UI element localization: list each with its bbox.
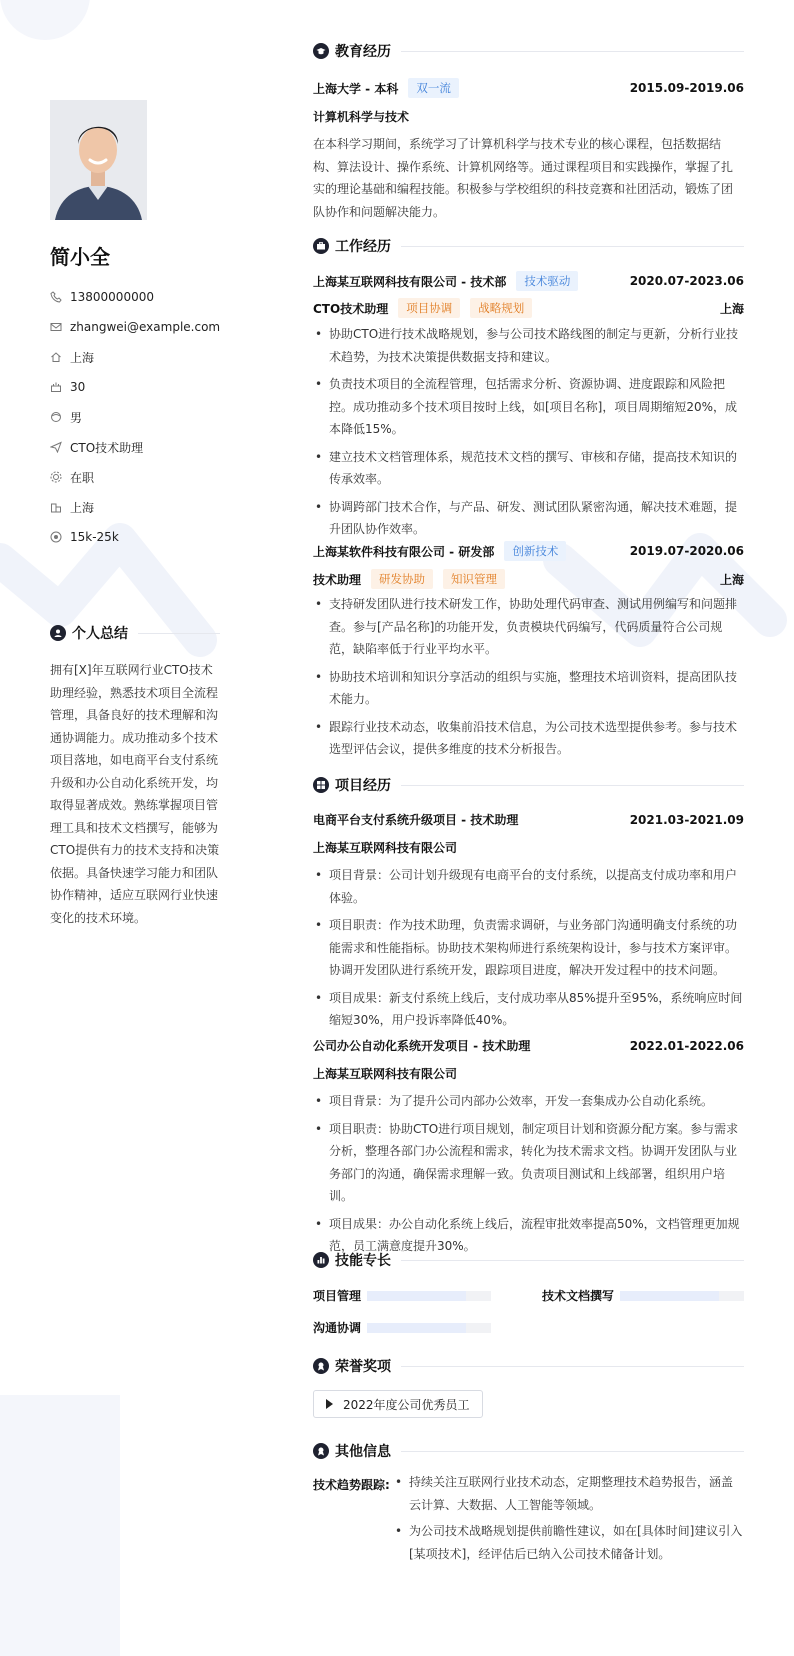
award-item	[313, 1390, 483, 1418]
project-header-row	[313, 811, 744, 828]
job-position: 技术助理	[313, 572, 362, 587]
skills-title: 技能专长	[335, 1253, 391, 1269]
list-item: • 协助技术培训和知识分享活动的组织与实施，整理技术培训资料，提高团队技术能力。	[313, 666, 744, 711]
job-position-row	[313, 569, 744, 589]
other-title: 其他信息	[335, 1444, 391, 1460]
skill-level-fill	[367, 1323, 466, 1333]
list-item: • 协调跨部门技术合作，与产品、研发、测试团队紧密沟通，解决技术难题，提升团队协作效率。	[313, 496, 744, 541]
location-text: 上海	[70, 350, 95, 365]
avatar-illustration	[50, 100, 147, 220]
honors-title: 荣誉奖项	[335, 1359, 391, 1375]
education-title: 教育经历	[335, 44, 391, 60]
education-major-row	[313, 108, 744, 125]
contact-info-list	[50, 282, 250, 552]
send-icon	[50, 441, 62, 453]
job-bullets	[313, 593, 744, 766]
divider	[401, 51, 744, 52]
summary-title: 个人总结	[72, 626, 128, 642]
info-age	[50, 372, 250, 402]
summary-text: 拥有[X]年互联网行业CTO技术助理经验，熟悉技术项目全流程管理，具备良好的技术理解和沟通协调能力。成功推动多个技术项目落地，如电商平台支付系统升级和办公自动化系统开发，均取得显著成效。熟练掌握项目管理工具和技术文档撰写，能够为CTO提供有力的技术支持和决策依据。具备快速学习能力和团队协作精神，适应互联网行业快速变化的技术环境。	[50, 663, 220, 925]
info-salary	[50, 522, 250, 552]
project-period: 2022.01-2022.06	[629, 1038, 744, 1053]
award-text: 2022年度公司优秀员工	[343, 1397, 470, 1412]
education-header-row	[313, 78, 744, 98]
grid-icon	[313, 777, 329, 793]
job-header-row	[313, 271, 744, 291]
list-item: • 项目背景：为了提升公司内部办公效率，开发一套集成办公自动化系统。	[313, 1090, 744, 1113]
skill-item	[313, 1319, 533, 1336]
email-icon	[50, 321, 62, 333]
honors-section-header	[313, 1356, 744, 1376]
project-company-row	[313, 1065, 744, 1082]
job-position: CTO技术助理	[313, 301, 389, 316]
job-city: 上海	[719, 301, 744, 316]
home-icon	[50, 351, 62, 363]
skill-name: 技术文档撰写	[542, 1289, 615, 1303]
info-icon	[313, 1443, 329, 1459]
award-icon	[313, 1358, 329, 1374]
user-icon	[50, 625, 66, 641]
email-text: zhangwei@example.com	[70, 320, 221, 334]
list-item: • 项目职责：作为技术助理，负责需求调研，与业务部门沟通明确支付系统的功能需求和性能指标。协助技术架构师进行系统架构设计，参与技术方案评审。协调开发团队进行系统开发，跟踪项目进度，解决开发过程中的技术问题。	[313, 914, 744, 982]
list-item: • 项目成果：新支付系统上线后，支付成功率从85%提升至95%，系统响应时间缩短30%，用户投诉率降低40%。	[313, 987, 744, 1032]
age-icon	[50, 381, 62, 393]
list-item: • 跟踪行业技术动态，收集前沿技术信息，为公司技术选型提供参考。参与技术选型评估会议，提供多维度的技术分析报告。	[313, 716, 744, 761]
divider	[138, 633, 220, 634]
bar-chart-icon	[313, 1252, 329, 1268]
salary-text: 15k-25k	[70, 530, 119, 544]
info-city	[50, 492, 250, 522]
divider	[401, 1451, 744, 1452]
candidate-name: 简小全	[50, 245, 110, 269]
divider	[401, 1260, 744, 1261]
list-item: • 协助CTO进行技术战略规划，参与公司技术路线图的制定与更新，分析行业技术趋势，为技术决策提供数据支持和建议。	[313, 323, 744, 368]
job-company: 上海某互联网科技有限公司 - 技术部	[313, 274, 507, 289]
left-column	[0, 0, 270, 1656]
list-item: • 持续关注互联网行业技术动态，定期整理技术趋势报告，涵盖云计算、大数据、人工智能等领域。	[389, 1471, 744, 1516]
other-label: 技术趋势跟踪:	[313, 1478, 390, 1492]
skill-level-fill	[620, 1291, 719, 1301]
info-phone	[50, 282, 250, 312]
skill-name: 项目管理	[313, 1289, 362, 1303]
job-header-row	[313, 541, 744, 561]
info-email	[50, 312, 250, 342]
job-tag: 创新技术	[504, 541, 566, 561]
list-item: • 为公司技术战略规划提供前瞻性建议，如在[具体时间]建议引入[某项技术]，经评估后已纳入公司技术储备计划。	[389, 1520, 744, 1565]
project-company: 上海某互联网科技有限公司	[313, 841, 458, 855]
gender-text: 男	[70, 410, 83, 425]
graduation-cap-icon	[313, 43, 329, 59]
project-name: 电商平台支付系统升级项目 - 技术助理	[313, 813, 519, 827]
job-skill-tag: 研发协助	[371, 569, 433, 589]
info-location	[50, 342, 250, 372]
job-bullets	[313, 323, 744, 546]
briefcase-icon	[313, 238, 329, 254]
project-company-row	[313, 839, 744, 856]
project-period: 2021.03-2021.09	[629, 812, 744, 827]
divider	[401, 1366, 744, 1367]
skill-name: 沟通协调	[313, 1321, 362, 1335]
job-skill-tag: 项目协调	[398, 298, 460, 318]
project-header-row	[313, 1037, 744, 1054]
skill-level-bar	[620, 1291, 744, 1301]
job-company: 上海某软件科技有限公司 - 研发部	[313, 544, 495, 559]
school-name: 上海大学 - 本科	[313, 81, 399, 96]
phone-icon	[50, 291, 62, 303]
play-icon	[326, 1399, 333, 1409]
status-icon	[50, 471, 62, 483]
skills-section-header	[313, 1250, 744, 1270]
education-description: 在本科学习期间，系统学习了计算机科学与技术专业的核心课程，包括数据结构、算法设计、操作系统、计算机网络等。通过课程项目和实践操作，掌握了扎实的理论基础和编程技能。积极参与学校组织的科技竞赛和社团活动，锻炼了团队协作和问题解决能力。	[313, 137, 734, 219]
info-status	[50, 462, 250, 492]
school-tag: 双一流	[408, 78, 459, 98]
skill-level-bar	[367, 1291, 491, 1301]
work-title: 工作经历	[335, 239, 391, 255]
city-text: 上海	[70, 500, 95, 515]
skills-row	[313, 1319, 744, 1336]
education-section-header	[313, 41, 744, 61]
status-text: 在职	[70, 470, 95, 485]
project-bullets	[313, 864, 744, 1037]
job-position-row	[313, 298, 744, 318]
skill-level-bar	[367, 1323, 491, 1333]
salary-icon	[50, 531, 62, 543]
divider	[401, 785, 744, 786]
list-item: • 建立技术文档管理体系，规范技术文档的撰写、审核和存储，提高技术知识的传承效率。	[313, 446, 744, 491]
profile-photo	[50, 100, 147, 220]
position-text: CTO技术助理	[70, 440, 144, 455]
other-section-header	[313, 1441, 744, 1461]
summary-section-header	[50, 623, 220, 643]
projects-section-header	[313, 775, 744, 795]
info-gender	[50, 402, 250, 432]
job-tag: 技术驱动	[516, 271, 578, 291]
gender-icon	[50, 411, 62, 423]
job-city: 上海	[719, 572, 744, 587]
list-item: • 项目背景：公司计划升级现有电商平台的支付系统，以提高支付成功率和用户体验。	[313, 864, 744, 909]
skill-item	[533, 1287, 744, 1304]
phone-text: 13800000000	[70, 290, 154, 304]
info-position	[50, 432, 250, 462]
skill-level-fill	[367, 1291, 466, 1301]
list-item: • 项目成果：办公自动化系统上线后，流程审批效率提高50%，文档管理更加规范，员工满意度提升30%。	[313, 1213, 744, 1258]
divider	[401, 246, 744, 247]
projects-title: 项目经历	[335, 778, 391, 794]
education-period: 2015.09-2019.06	[629, 81, 744, 95]
job-skill-tag: 知识管理	[443, 569, 505, 589]
other-bullets	[389, 1471, 744, 1569]
project-name: 公司办公自动化系统开发项目 - 技术助理	[313, 1039, 531, 1053]
project-bullets	[313, 1090, 744, 1263]
skills-row	[313, 1287, 744, 1304]
list-item: • 负责技术项目的全流程管理，包括需求分析、资源协调、进度跟踪和风险把控。成功推动多个技术项目按时上线，如[项目名称]，项目周期缩短20%，成本降低15%。	[313, 373, 744, 441]
list-item: • 项目职责：协助CTO进行项目规划，制定项目计划和资源分配方案。参与需求分析，整理各部门办公流程和需求，转化为技术需求文档。协调开发团队与业务部门的沟通，确保需求理解一致。负责项目测试和上线部署，组织用户培训。	[313, 1118, 744, 1208]
major: 计算机科学与技术	[313, 110, 410, 124]
project-company: 上海某互联网科技有限公司	[313, 1067, 458, 1081]
list-item: • 支持研发团队进行技术研发工作，协助处理代码审查、测试用例编写和问题排查。参与[产品名称]的功能开发，负责模块代码编写，代码质量符合公司规范，缺陷率低于行业平均水平。	[313, 593, 744, 661]
skill-item	[313, 1287, 533, 1304]
city-icon	[50, 501, 62, 513]
work-section-header	[313, 236, 744, 256]
job-period: 2019.07-2020.06	[629, 544, 744, 558]
age-text: 30	[70, 380, 86, 394]
job-period: 2020.07-2023.06	[629, 274, 744, 288]
job-skill-tag: 战略规划	[470, 298, 532, 318]
